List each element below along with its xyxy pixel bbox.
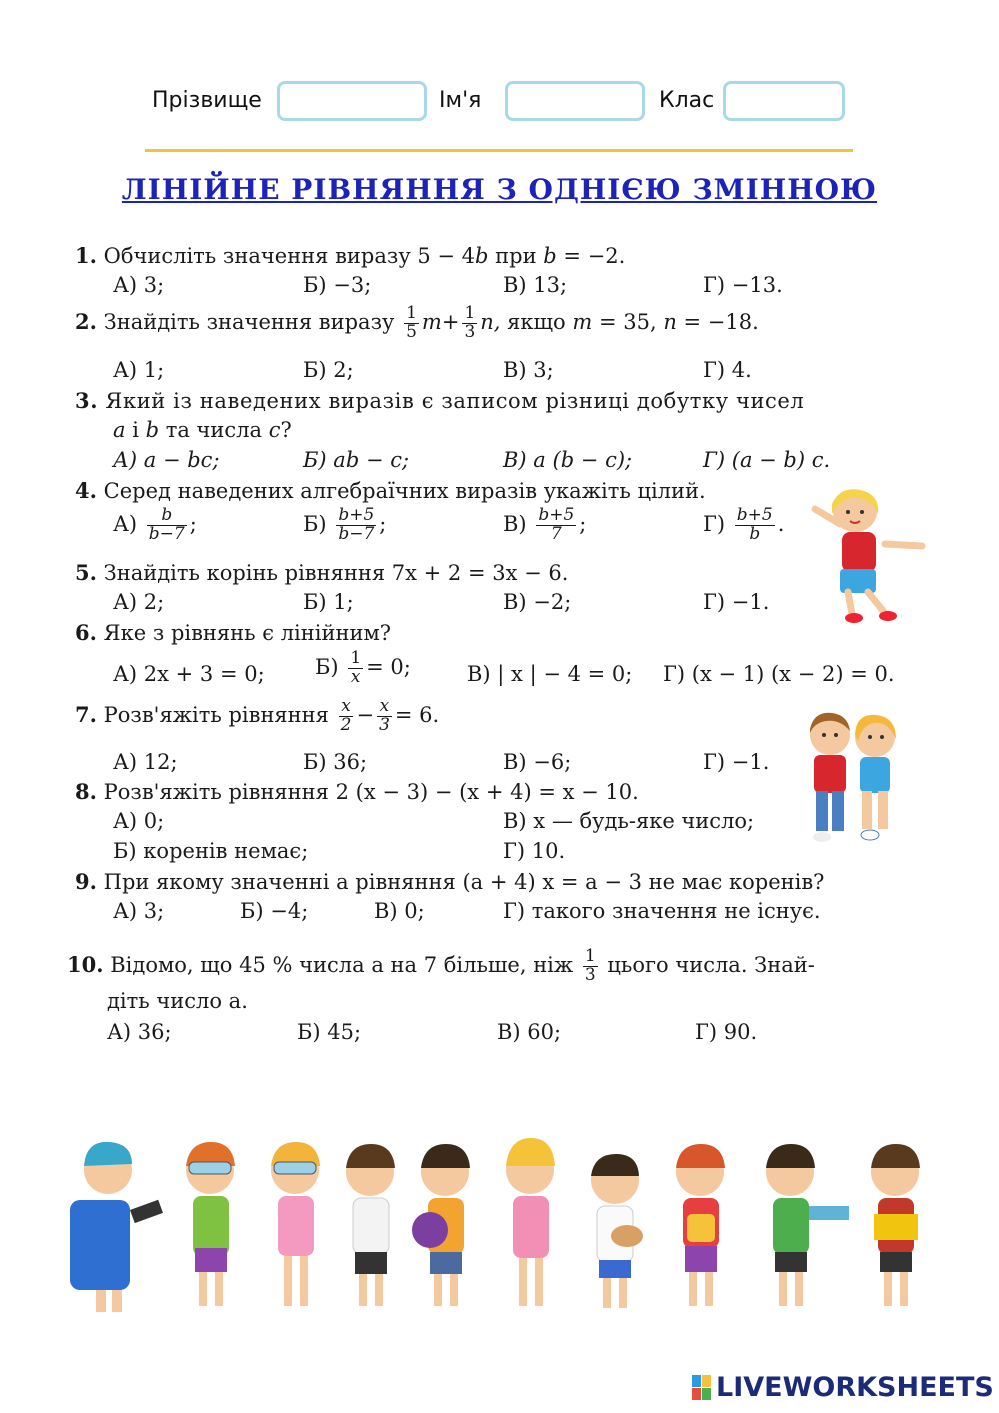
punctuation: . <box>777 511 785 536</box>
variable: b <box>145 418 160 442</box>
q9-option-b[interactable]: Б) −4; <box>240 899 309 923</box>
q9-option-a[interactable]: А) 3; <box>113 899 165 923</box>
q8-option-c[interactable]: В) x — будь-яке число; <box>503 809 755 833</box>
variable: c <box>268 418 281 442</box>
question-text: Обчисліть значення виразу 5 − 4 <box>103 244 476 268</box>
question-10 <box>67 948 815 985</box>
question-text: Розв'яжіть рівняння 2 (x − 3) − (x + 4) = x − 10. <box>103 780 639 804</box>
surname-input[interactable] <box>277 81 427 121</box>
variable: a <box>113 418 126 442</box>
question-number: 6. <box>75 620 97 645</box>
question-3 <box>75 388 804 413</box>
fraction <box>339 698 354 735</box>
question-text: = 6. <box>394 702 440 727</box>
q8-option-d[interactable]: Г) 10. <box>503 839 566 863</box>
denominator: 3 <box>584 964 596 985</box>
numerator: 1 <box>406 303 417 323</box>
numerator: b <box>147 507 187 526</box>
punctuation: ; <box>379 511 387 536</box>
page-title: ЛІНІЙНЕ РІВНЯННЯ З ОДНІЄЮ ЗМІННОЮ <box>121 173 878 206</box>
question-text: Яке з рівнянь є лінійним? <box>103 621 392 645</box>
question-text: цього числа. Знай- <box>607 952 815 977</box>
question-7 <box>75 698 439 735</box>
logo-text: LIVEWORKSHEETS <box>716 1372 994 1403</box>
child-pencil <box>506 1138 555 1306</box>
numerator: b+5 <box>338 505 375 525</box>
question-text: Знайдіть корінь рівняння 7x + 2 = 3x − 6. <box>103 561 569 585</box>
numerator: x <box>377 698 392 717</box>
q4-option-a[interactable] <box>113 507 197 544</box>
denominator: 5 <box>406 321 417 342</box>
q7-option-b[interactable]: Б) 36; <box>303 750 368 774</box>
question-text: Серед наведених алгебраїчних виразів укажіть цілий. <box>103 479 706 503</box>
question-6 <box>75 620 391 645</box>
fraction <box>377 698 392 735</box>
child-telescope <box>70 1142 163 1312</box>
q8-option-a[interactable]: А) 0; <box>113 809 165 833</box>
fraction <box>147 507 187 544</box>
q2-option-c[interactable]: В) 3; <box>503 358 554 382</box>
q3-option-c[interactable]: В) a (b − c); <box>503 448 633 472</box>
question-number: 10. <box>67 951 104 977</box>
q5-option-b[interactable]: Б) 1; <box>303 590 354 614</box>
q10-option-d[interactable]: Г) 90. <box>695 1020 758 1044</box>
question-9 <box>75 869 824 894</box>
q4-option-b[interactable] <box>303 507 386 544</box>
denominator: 7 <box>550 523 562 544</box>
question-number: 9. <box>75 869 97 894</box>
question-text: = −2. <box>556 244 626 268</box>
q1-option-c[interactable]: В) 13; <box>503 273 568 297</box>
name-input[interactable] <box>505 81 645 121</box>
denominator: b <box>749 523 761 544</box>
numerator: 1 <box>584 946 596 966</box>
q9-option-c[interactable]: В) 0; <box>374 899 425 923</box>
header-divider <box>145 149 853 152</box>
q1-option-a[interactable]: А) 3; <box>113 273 165 297</box>
question-1 <box>75 243 625 268</box>
option-label: Б) <box>315 654 339 679</box>
denominator: b−7 <box>148 523 185 544</box>
question-text: При якому значенні a рівняння (a + 4) x = a − 3 не має коренів? <box>103 870 825 894</box>
child-books-1 <box>766 1144 849 1306</box>
question-4 <box>75 478 706 503</box>
operator: − <box>356 702 375 727</box>
fraction <box>336 507 376 544</box>
question-number: 3. <box>75 388 99 413</box>
variable: n, <box>480 309 501 334</box>
children-row-illustration <box>70 1130 940 1320</box>
denominator: 3 <box>379 714 390 735</box>
q3-option-b[interactable]: Б) ab − c; <box>303 448 410 472</box>
q2-option-d[interactable]: Г) 4. <box>703 358 752 382</box>
q10-option-a[interactable]: А) 36; <box>107 1020 172 1044</box>
numerator: 1 <box>464 303 476 323</box>
option-label: В) <box>503 511 527 536</box>
q6-option-b[interactable] <box>315 650 411 687</box>
child-backpack <box>676 1144 725 1306</box>
question-text: та числа <box>159 418 269 442</box>
class-label: Клас <box>659 88 715 113</box>
child-goggles-2 <box>271 1142 320 1306</box>
fraction <box>735 507 775 544</box>
two-kids-illustration <box>800 707 905 847</box>
q4-option-c[interactable] <box>503 507 586 544</box>
q7-option-d[interactable]: Г) −1. <box>703 750 770 774</box>
question-10-line2: діть число a. <box>107 989 248 1013</box>
child-rocket <box>346 1144 395 1306</box>
q8-option-b[interactable]: Б) коренів немає; <box>113 839 309 863</box>
option-label: А) <box>113 511 138 536</box>
name-label: Ім'я <box>439 88 482 113</box>
child-palette <box>591 1154 643 1308</box>
question-text: Розв'яжіть рівняння <box>103 702 329 727</box>
class-input[interactable] <box>723 81 845 121</box>
child-ball <box>412 1144 470 1306</box>
q1-option-b[interactable]: Б) −3; <box>303 273 372 297</box>
q6-option-a[interactable]: А) 2x + 3 = 0; <box>113 662 265 686</box>
fraction <box>536 507 576 544</box>
fraction <box>583 948 598 985</box>
q3-option-a[interactable]: А) a − bc; <box>113 448 220 472</box>
question-number: 1. <box>75 243 97 268</box>
question-text: Відомо, що 45 % числа a на 7 більше, ніж <box>110 952 574 977</box>
q1-option-d[interactable]: Г) −13. <box>703 273 783 297</box>
question-number: 4. <box>75 478 97 503</box>
q10-option-c[interactable]: В) 60; <box>497 1020 562 1044</box>
question-text: якщо <box>500 309 573 334</box>
numerator: 1 <box>350 648 362 668</box>
surname-label: Прізвище <box>152 88 262 113</box>
q5-option-a[interactable]: А) 2; <box>113 590 165 614</box>
jumping-girl-illustration <box>810 484 930 639</box>
question-text: Знайдіть значення виразу <box>103 309 395 334</box>
liveworksheets-logo <box>692 1372 994 1403</box>
q5-option-d[interactable]: Г) −1. <box>703 590 770 614</box>
numerator: x <box>339 698 354 717</box>
variable: n <box>663 309 677 334</box>
numerator: b+5 <box>538 505 575 525</box>
variable: m <box>572 309 593 334</box>
child-goggles-1 <box>186 1142 235 1306</box>
option-label: Б) <box>303 511 327 536</box>
fraction <box>404 305 419 342</box>
variable: m <box>421 309 442 334</box>
variable: b <box>543 244 557 268</box>
question-text: при <box>488 244 544 268</box>
liveworksheets-mark-icon <box>692 1375 712 1401</box>
q7-option-a[interactable]: А) 12; <box>113 750 178 774</box>
question-text: Який із наведених виразів є записом різниці добутку чисел <box>105 389 805 413</box>
q5-option-c[interactable]: В) −2; <box>503 590 572 614</box>
punctuation: ; <box>189 511 197 536</box>
denominator: 2 <box>340 714 352 735</box>
child-books-2 <box>871 1144 920 1306</box>
question-5 <box>75 560 568 585</box>
question-number: 8. <box>75 779 97 804</box>
q4-option-d[interactable] <box>703 507 784 544</box>
denominator: x <box>350 666 361 687</box>
punctuation: ; <box>579 511 587 536</box>
operator: + <box>441 309 460 334</box>
numerator: b+5 <box>736 505 773 525</box>
variable: b <box>475 244 489 268</box>
q2-option-b[interactable]: Б) 2; <box>303 358 354 382</box>
fraction <box>348 650 363 687</box>
denominator: 3 <box>464 321 476 342</box>
question-number: 7. <box>75 701 97 727</box>
question-text: = 35, <box>592 309 664 334</box>
question-text: = 0; <box>366 654 411 679</box>
q3-option-d[interactable]: Г) (a − b) c. <box>703 448 831 472</box>
q2-option-a[interactable]: А) 1; <box>113 358 165 382</box>
fraction <box>462 305 477 342</box>
question-text: = −18. <box>676 309 759 334</box>
question-text: ? <box>280 418 292 442</box>
q9-option-d[interactable]: Г) такого значення не існує. <box>503 899 821 923</box>
q6-option-c[interactable]: В) | x | − 4 = 0; <box>467 662 633 686</box>
question-8 <box>75 779 639 804</box>
option-label: Г) <box>703 511 726 536</box>
q6-option-d[interactable]: Г) (x − 1) (x − 2) = 0. <box>663 662 895 686</box>
question-2 <box>75 305 759 342</box>
question-number: 5. <box>75 560 97 585</box>
q7-option-c[interactable]: В) −6; <box>503 750 572 774</box>
q10-option-b[interactable]: Б) 45; <box>297 1020 362 1044</box>
denominator: b−7 <box>338 523 375 544</box>
question-3-line2 <box>113 418 292 442</box>
question-text: і <box>125 418 146 442</box>
question-number: 2. <box>75 308 97 334</box>
